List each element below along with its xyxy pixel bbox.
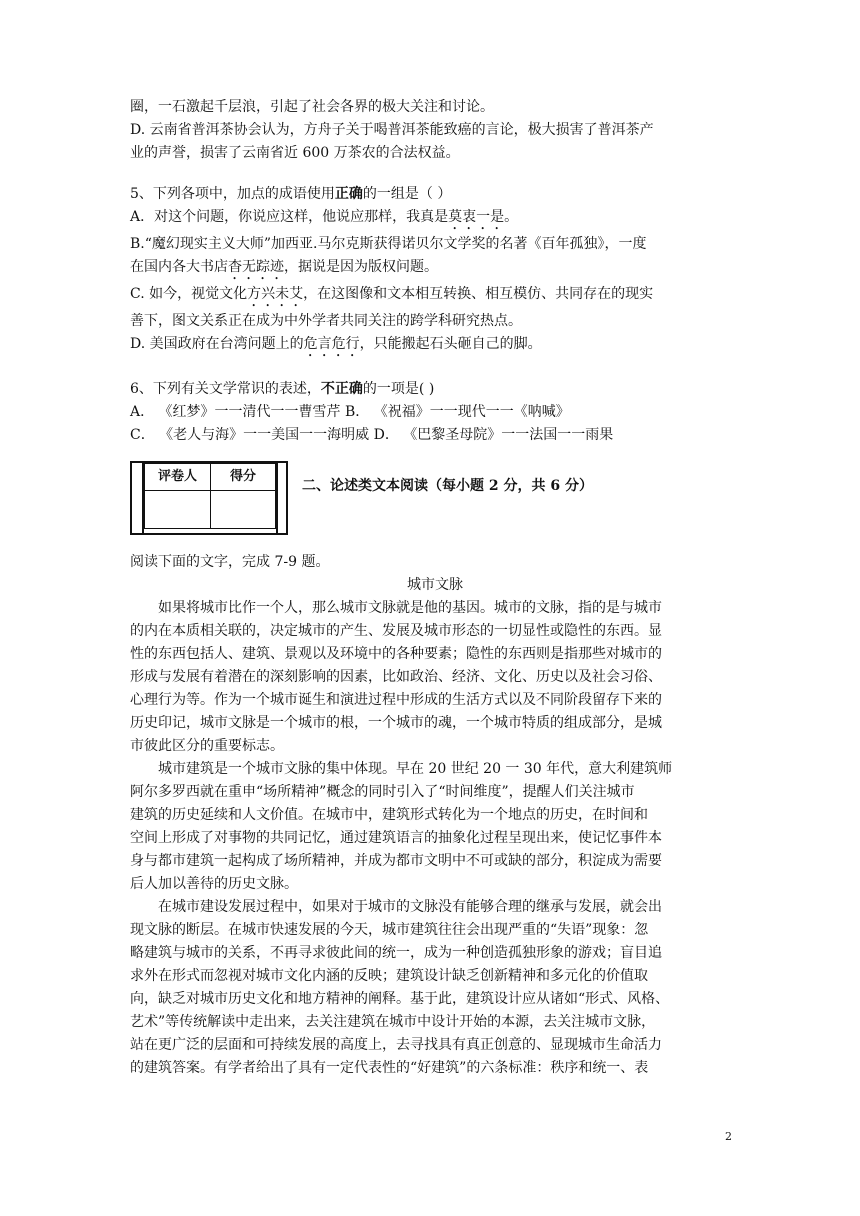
reading-instruction: 阅读下面的文字，完成 7-9 题。 [130, 554, 330, 570]
option-text: D. 美国政府在台湾问题上的 [130, 336, 304, 352]
question-5-option-b-line2 [130, 256, 740, 283]
question-5-option-c-line2: 善下，图文关系正在成为中外学者共同关注的跨学科研究热点。 [130, 313, 522, 329]
option-text: A．对这个问题，你说应这样，他说应那样，我真是 [130, 209, 449, 225]
page-number: 2 [725, 1130, 732, 1143]
text-line: 圈，一石激起千层浪，引起了社会各界的极大关注和讨论。 [130, 99, 494, 115]
paragraph-line: 求外在形式而忽视对城市文化内涵的反映；建筑设计缺乏创新精神和多元化的价值取 [130, 968, 648, 984]
text-line: 业的声誉，损害了云南省近 600 万茶农的合法权益。 [130, 145, 460, 161]
option-text: ，在这图像和文本相互转换、相互模仿、共同存在的现实 [303, 286, 654, 302]
paragraph-line: 历史印记，城市文脉是一个城市的根，一个城市的魂，一个城市特质的组成部分，是城 [130, 715, 662, 731]
section-header [130, 461, 740, 543]
paragraph-line: 城市建筑是一个城市文脉的集中体现。早在 20 世纪 20 一 30 年代，意大利建筑师 [158, 761, 673, 777]
option-text: ，据说是因为版权问题。 [284, 259, 438, 275]
score-header: 得分 [210, 463, 276, 491]
question-5-option-a [130, 206, 740, 233]
paragraph-3 [130, 896, 740, 1080]
paragraph-line: 空间上形成了对事物的共同记忆，通过建筑语言的抽象化过程呈现出来，使记忆事件本 [130, 830, 662, 846]
paragraph-line: 向，缺乏对城市历史文化和地方精神的阐释。基于此，建筑设计应从诸如“形式、风格、 [130, 991, 670, 1007]
question-5-option-c-line1 [130, 283, 740, 310]
dotted-idiom: 方兴未艾 [247, 286, 304, 302]
paragraph-line: 建筑的历史延续和人文价值。在城市中，建筑形式转化为一个地点的历史，在时间和 [130, 807, 648, 823]
paragraph-line: 身与都市建筑一起构成了场所精神，并成为都市文明中不可或缺的部分，积淀成为需要 [130, 853, 662, 869]
section-title: 二、论述类文本阅读（每小题 2 分，共 6 分） [302, 478, 593, 494]
paragraph-line: 性的东西包括人、建筑、景观以及环境中的各种要素；隐性的东西则是指那些对城市的 [130, 646, 662, 662]
paragraph-line: 阿尔多罗西就在重申“场所精神”概念的同时引入了“时间维度”，提醒人们关注城市 [130, 784, 635, 800]
paragraph-line: 形成与发展有着潜在的深刻影响的因素，比如政治、经济、文化、历史以及社会习俗、 [130, 669, 662, 685]
score-cell [210, 490, 276, 529]
option-text: 。 [504, 209, 519, 225]
dotted-idiom: 杳无踪迹 [228, 259, 284, 275]
paragraph-line: 现文脉的断层。在城市快速发展的今天，城市建筑往往会出现严重的“失语”现象：忽 [130, 922, 649, 938]
question-6-options-ab: A． 《红梦》一一清代一一曹雪芹 B． 《祝福》一一现代一一《呐喊》 [130, 404, 570, 420]
score-table-inner [142, 463, 278, 533]
paragraph-line: 如果将城市比作一个人，那么城市文脉就是他的基因。城市的文脉，指的是与城市 [158, 600, 662, 616]
score-table [130, 461, 288, 535]
question-5-option-d [130, 333, 740, 360]
stem-text: 的一组是（ ） [362, 186, 452, 202]
paragraph-line: 艺术”等传统解读中走出来，去关注建筑在城市中设计开始的本源，去关注城市文脉， [130, 1014, 656, 1030]
dotted-idiom: 莫衷一是 [448, 209, 505, 225]
option-d-line: D. 云南省普洱茶协会认为，方舟子关于喝普洱茶能致癌的言论，极大损害了普洱茶产 [130, 122, 654, 138]
paragraph-line: 站在更广泛的层面和可持续发展的高度上，去寻找具有真正创意的、显现城市生命活力 [130, 1037, 662, 1053]
paragraph-line: 的内在本质相关联的，决定城市的产生、发展及城市形态的一切显性或隐性的东西。显 [130, 623, 662, 639]
paragraph-line: 略建筑与城市的关系，不再寻求彼此间的统一，成为一种创造孤独形象的游戏；盲目追 [130, 945, 662, 961]
question-5-option-b-line1: B.“魔幻现实主义大师”加西亚.马尔克斯获得诺贝尔文学奖的名著《百年孤独》，一度 [130, 236, 647, 252]
option-text: ，只能搬起石头砸自己的脚。 [359, 336, 542, 352]
passage-title: 城市文脉 [407, 577, 463, 593]
page-content [130, 96, 740, 1080]
option-text: 在国内各大书店 [130, 259, 228, 275]
dotted-idiom: 危言危行 [303, 336, 360, 352]
stem-emphasis: 正确 [334, 186, 363, 202]
paragraph-line: 的建筑答案。有学者给出了具有一定代表性的“好建筑”的六条标准：秩序和统一、表 [130, 1060, 649, 1076]
option-text: C. 如今，视觉文化 [130, 286, 248, 302]
grader-header: 评卷人 [144, 463, 211, 491]
paragraph-line: 心理行为等。作为一个城市诞生和演进过程中形成的生活方式以及不同阶段留存下来的 [130, 692, 662, 708]
question-6-options-cd: C． 《老人与海》一一美国一一海明威 D． 《巴黎圣母院》一一法国一一雨果 [130, 427, 614, 443]
question-6-stem [130, 378, 740, 401]
paragraph-2 [130, 758, 740, 896]
paragraph-1 [130, 597, 740, 758]
grader-cell [144, 490, 211, 529]
stem-emphasis: 不正确 [320, 381, 363, 397]
paragraph-line: 在城市建设发展过程中，如果对于城市的文脉没有能够合理的继承与发展，就会出 [158, 899, 662, 915]
stem-text: 6、下列有关文学常识的表述， [130, 381, 321, 397]
question-5-stem [130, 183, 740, 206]
paragraph-line: 后人加以善待的历史文脉。 [130, 876, 298, 892]
stem-text: 5、下列各项中，加点的成语使用 [130, 186, 335, 202]
stem-text: 的一项是( ) [362, 381, 435, 397]
paragraph-line: 市彼此区分的重要标志。 [130, 738, 284, 754]
